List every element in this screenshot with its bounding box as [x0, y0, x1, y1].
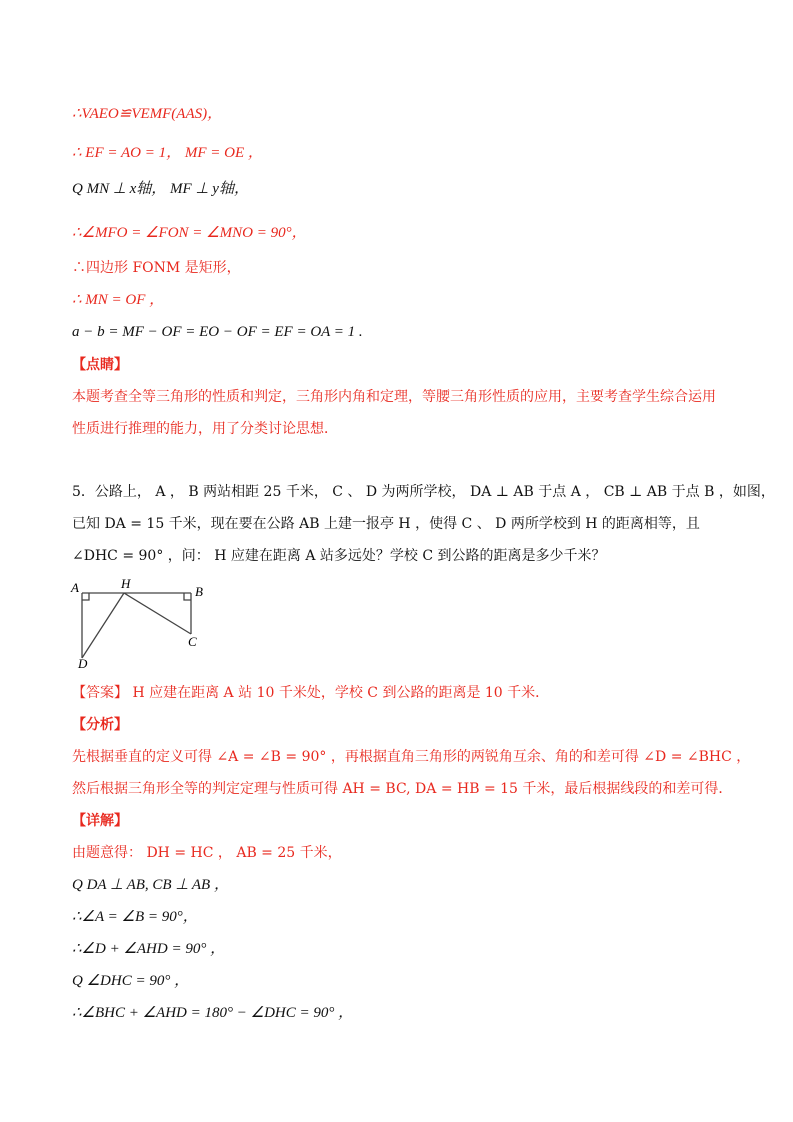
- question-5-line-2: 已知 DA = 15 千米，现在要在公路 AB 上建一报亭 H ，使得 C 、 D 两所学校到 H 的距离相等，且: [72, 516, 700, 532]
- label-b: B: [195, 584, 203, 599]
- question-5-line-1: 5．公路上， A ， B 两站相距 25 千米， C 、 D 为两所学校， DA ⊥ AB 于点 A ， CB ⊥ AB 于点 B ，如图，: [72, 484, 775, 500]
- geometry-figure: [68, 578, 218, 670]
- text-line-ef-ao: ∴ EF = AO = 1， MF = OE ，: [72, 145, 263, 161]
- text-line-mn-of: ∴ MN = OF ，: [72, 292, 165, 308]
- section-heading-dianjing: 【点睛】: [72, 357, 128, 373]
- detail-line-angle-dhc: Q ∠DHC = 90° ，: [72, 973, 190, 989]
- section-heading-xiangjie: 【详解】: [72, 813, 128, 829]
- detail-line-angle-sum: ∴∠BHC + ∠AHD = 180° − ∠DHC = 90° ，: [72, 1005, 354, 1021]
- text-line-right-angles: ∴∠MFO = ∠FON = ∠MNO = 90°，: [72, 225, 307, 241]
- text-line-a-minus-b: a − b = MF − OF = EO − OF = EF = OA = 1 .: [72, 324, 363, 340]
- detail-line-perpendicular: Q DA ⊥ AB, CB ⊥ AB ，: [72, 877, 229, 893]
- label-a: A: [71, 580, 79, 595]
- right-angle-mark-a: [82, 593, 89, 600]
- text-line-perpendicular-axes: Q MN ⊥ x轴， MF ⊥ y轴，: [72, 181, 249, 197]
- text-line-summary-1: 本题考查全等三角形的性质和判定，三角形内角和定理，等腰三角形性质的应用，主要考查学生综合运用: [72, 389, 716, 405]
- segment-hc: [124, 593, 191, 634]
- detail-line-angle-d-ahd: ∴∠D + ∠AHD = 90° ，: [72, 941, 226, 957]
- answer-line: 【答案】 H 应建在距离 A 站 10 千米处，学校 C 到公路的距离是 10 千米．: [72, 685, 550, 701]
- detail-line-given: 由题意得： DH = HC ， AB = 25 千米，: [72, 845, 342, 861]
- segment-hd: [82, 593, 124, 658]
- right-angle-mark-b: [184, 593, 191, 600]
- text-line-rectangle: ∴四边形 FONM 是矩形，: [72, 260, 241, 276]
- label-d: D: [78, 656, 88, 670]
- detail-line-angles-a-b: ∴∠A = ∠B = 90°，: [72, 909, 198, 925]
- text-line-summary-2: 性质进行推理的能力，用了分类讨论思想．: [72, 421, 338, 437]
- analysis-line-2: 然后根据三角形全等的判定定理与性质可得 AH = BC, DA = HB = 15 千米，最后根据线段的和差可得．: [72, 781, 733, 797]
- question-5-line-3: ∠DHC = 90° ，问： H 应建在距离 A 站多远处？学校 C 到公路的距离是多少千米？: [72, 548, 606, 564]
- label-c: C: [188, 634, 197, 649]
- label-h: H: [121, 578, 131, 591]
- text-line-congruent: ∴VAEO≌VEMF(AAS)，: [72, 106, 223, 122]
- section-heading-fenxi: 【分析】: [72, 717, 128, 733]
- analysis-line-1: 先根据垂直的定义可得 ∠A = ∠B = 90° ，再根据直角三角形的两锐角互余、角的和差可得 ∠D = ∠BHC ，: [72, 749, 751, 765]
